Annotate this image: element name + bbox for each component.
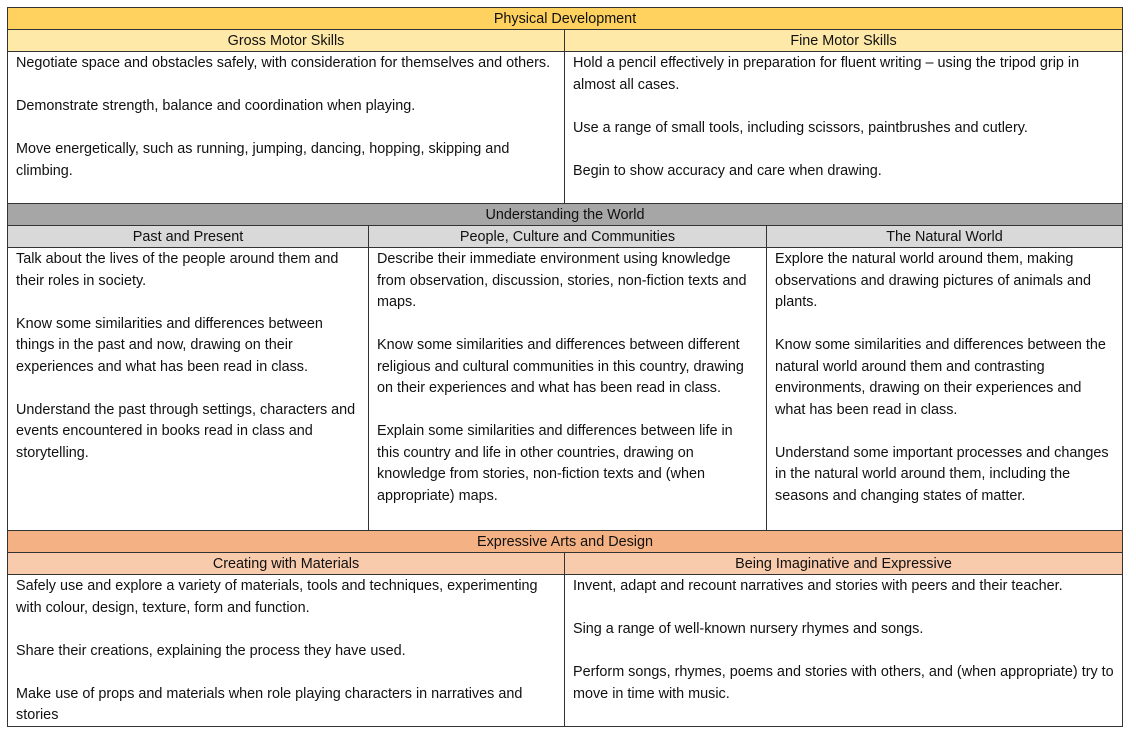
fine-motor-cell [565,52,1123,204]
expressive-arts-header [7,531,1123,553]
physical-development-header [7,7,1123,30]
natural-world-item: Explore the natural world around them, making observations and drawing pictures of animals and plants. [775,251,1091,310]
past-present-item: Talk about the lives of the people around them and their roles in society. [16,251,339,289]
creating-materials-item: Safely use and explore a variety of materials, tools and techniques, experimenting with colour, design, texture, form and function. [16,578,538,616]
fine-motor-heading [565,30,1123,52]
world-subheader-row [7,226,1123,248]
people-culture-heading-text: People, Culture and Communities [459,228,676,245]
imaginative-expressive-item: Sing a range of well-known nursery rhymes and songs. [573,621,924,637]
gross-motor-cell [7,52,565,204]
people-culture-cell [369,248,767,531]
gross-motor-heading-text: Gross Motor Skills [227,32,345,49]
natural-world-heading [767,226,1123,248]
imaginative-expressive-heading [565,553,1123,575]
fine-motor-heading-text: Fine Motor Skills [790,32,897,49]
gross-motor-item: Demonstrate strength, balance and coordination when playing. [16,98,416,114]
gross-motor-item: Move energetically, such as running, jumping, dancing, hopping, skipping and climbing. [16,141,510,179]
imaginative-expressive-heading-text: Being Imaginative and Expressive [735,555,952,572]
natural-world-heading-text: The Natural World [886,228,1003,245]
past-present-item: Understand the past through settings, characters and events encountered in books read in class and storytelling. [16,401,356,461]
creating-materials-item: Share their creations, explaining the process they have used. [16,642,406,659]
natural-world-item: Know some similarities and differences between the natural world around them and contrasting environments, drawing on their experiences and what has been read in class. [775,337,1106,418]
imaginative-expressive-item: Perform songs, rhymes, poems and stories with others, and (when appropriate) try to move in time with music. [573,664,1114,702]
world-body-row [7,248,1123,531]
understanding-world-header [7,204,1123,226]
imaginative-expressive-item: Invent, adapt and recount narratives and stories with peers and their teacher. [573,578,1063,594]
understanding-world-title: Understanding the World [485,206,645,223]
creating-materials-heading [7,553,565,575]
fine-motor-item: Begin to show accuracy and care when drawing. [573,162,882,179]
gross-motor-item: Negotiate space and obstacles safely, with consideration for themselves and others. [16,55,551,71]
people-culture-heading [369,226,767,248]
fine-motor-item: Hold a pencil effectively in preparation for fluent writing – using the tripod grip in almost all cases. [573,55,1080,93]
arts-body-row [7,575,1123,727]
creating-materials-cell [7,575,565,727]
physical-body-row [7,52,1123,204]
creating-materials-heading-text: Creating with Materials [212,555,360,572]
past-present-heading-text: Past and Present [132,228,244,245]
arts-subheader-row [7,553,1123,575]
past-present-item: Know some similarities and differences between things in the past and now, drawing on their experiences and what has been read in class. [16,315,323,375]
people-culture-item: Describe their immediate environment using knowledge from observation, discussion, stories, non-fiction texts and maps. [377,251,747,310]
curriculum-table [7,7,1123,727]
gross-motor-heading [7,30,565,52]
physical-development-title: Physical Development [493,10,637,27]
fine-motor-item: Use a range of small tools, including scissors, paintbrushes and cutlery. [573,119,1028,136]
people-culture-item: Know some similarities and differences between different religious and cultural communities in this country, drawing on their experiences and what has been read in class. [377,337,744,396]
imaginative-expressive-cell [565,575,1123,727]
people-culture-item: Explain some similarities and differences between life in this country and life in other countries, drawing on knowledge from stories, non-fiction texts and (when appropriate) maps. [377,423,733,504]
natural-world-item: Understand some important processes and changes in the natural world around them, including the seasons and changing states of matter. [775,444,1109,504]
past-present-cell [7,248,369,531]
creating-materials-item: Make use of props and materials when role playing characters in narratives and stories [16,685,523,723]
physical-subheader-row [7,30,1123,52]
natural-world-cell [767,248,1123,531]
expressive-arts-title: Expressive Arts and Design [477,533,653,550]
past-present-heading [7,226,369,248]
